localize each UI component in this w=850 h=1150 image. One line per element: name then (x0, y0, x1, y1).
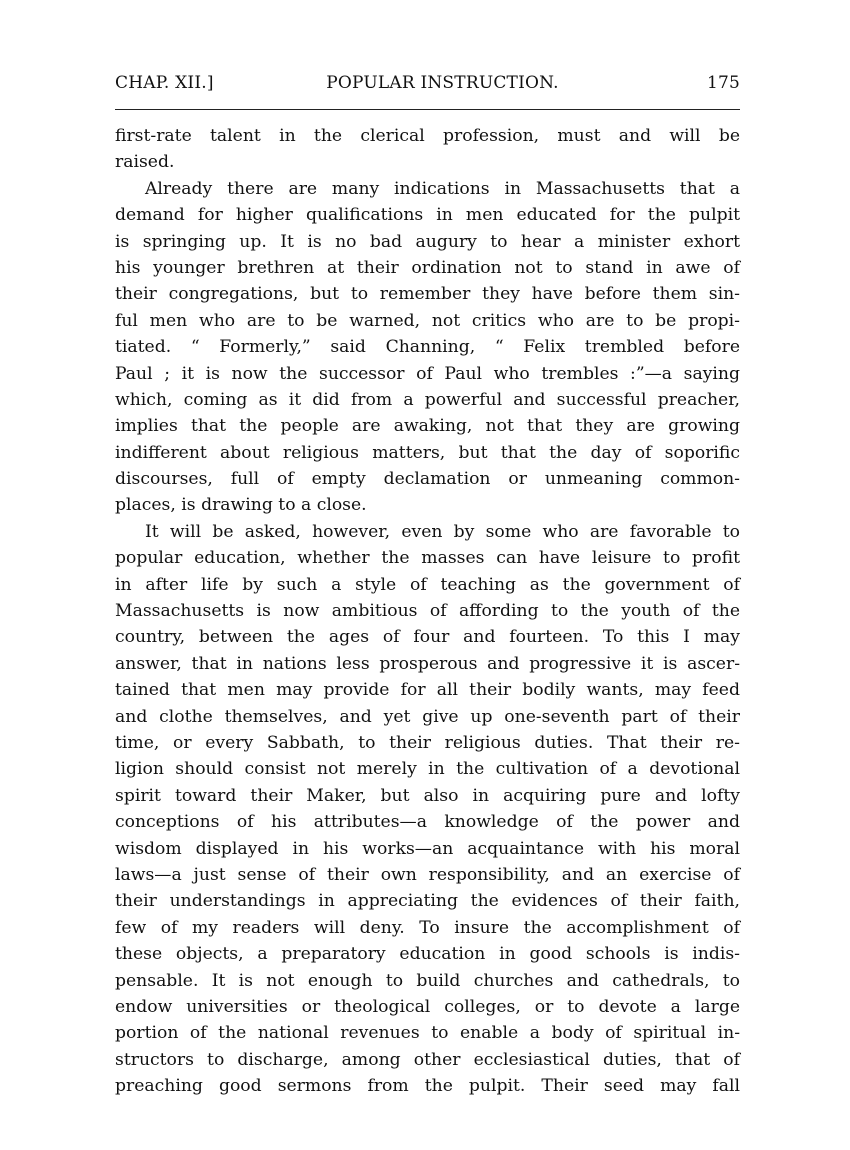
text-line: places, is drawing to a close. (115, 495, 367, 516)
text-line: his younger brethren at their ordination not to stand in awe of (115, 257, 740, 278)
header-rule (115, 109, 740, 110)
text-line: preaching good sermons from the pulpit. Their seed may fall (115, 1076, 740, 1097)
text-line: indifferent about religious matters, but that the day of soporific (115, 442, 740, 463)
text-line: spirit toward their Maker, but also in acquiring pure and lofty (115, 785, 740, 806)
running-head (115, 73, 740, 101)
text-line: these objects, a preparatory education in good schools is indis- (115, 944, 740, 965)
text-line: demand for higher qualifications in men educated for the pulpit (115, 205, 740, 226)
paragraph-continuation (115, 123, 740, 176)
paragraph-leisure (115, 519, 740, 1100)
text-line: Massachusetts is now ambitious of affording to the youth of the (115, 601, 740, 622)
text-line: and clothe themselves, and yet give up one-seventh part of their (115, 706, 740, 727)
text-line: their understandings in appreciating the evidences of their faith, (115, 891, 740, 912)
text-line: which, coming as it did from a powerful and successful preacher, (115, 389, 740, 410)
text-line: their congregations, but to remember they have before them sin- (115, 284, 740, 305)
text-line: time, or every Sabbath, to their religious duties. That their re- (115, 732, 740, 753)
text-line: laws—a just sense of their own responsibility, and an exercise of (115, 864, 740, 885)
text-line: discourses, full of empty declamation or unmeaning common- (115, 469, 740, 490)
text-line: wisdom displayed in his works—an acquaintance with his moral (115, 838, 740, 859)
text-line: raised. (115, 152, 175, 173)
text-line: is springing up. It is no bad augury to hear a minister exhort (115, 231, 740, 252)
paragraph-channing (115, 176, 740, 519)
chapter-label: CHAP. XII.] (115, 73, 214, 93)
text-line: Already there are many indications in Massachusetts that a (145, 178, 740, 199)
text-line: structors to discharge, among other ecclesiastical duties, that of (115, 1049, 740, 1070)
text-line: pensable. It is not enough to build churches and cathedrals, to (115, 970, 740, 991)
page-number: 175 (706, 73, 740, 93)
text-line: few of my readers will deny. To insure the accomplishment of (115, 917, 740, 938)
text-line: conceptions of his attributes—a knowledge of the power and (115, 812, 740, 833)
running-title: POPULAR INSTRUCTION. (326, 73, 559, 93)
body-text (115, 123, 740, 1099)
text-line: endow universities or theological colleges, or to devote a large (115, 996, 740, 1017)
text-line: tained that men may provide for all their bodily wants, may feed (115, 680, 740, 701)
text-line: It will be asked, however, even by some who are favorable to (145, 521, 740, 542)
text-line: ligion should consist not merely in the cultivation of a devotional (115, 759, 740, 780)
text-line: popular education, whether the masses can have leisure to profit (115, 548, 740, 569)
text-line: first-rate talent in the clerical profession, must and will be (115, 126, 740, 146)
text-line: portion of the national revenues to enable a body of spiritual in- (115, 1023, 740, 1044)
text-line: country, between the ages of four and fourteen. To this I may (115, 627, 740, 648)
text-line: implies that the people are awaking, not that they are growing (115, 416, 740, 437)
text-line: in after life by such a style of teaching as the government of (115, 574, 740, 595)
text-line: Paul ; it is now the successor of Paul who trembles :”—a saying (115, 363, 740, 384)
text-line: ful men who are to be warned, not critics who are to be propi- (115, 310, 740, 331)
text-line: tiated. “ Formerly,” said Channing, “ Felix trembled before (115, 337, 740, 358)
text-line: answer, that in nations less prosperous and progressive it is ascer- (115, 653, 740, 674)
